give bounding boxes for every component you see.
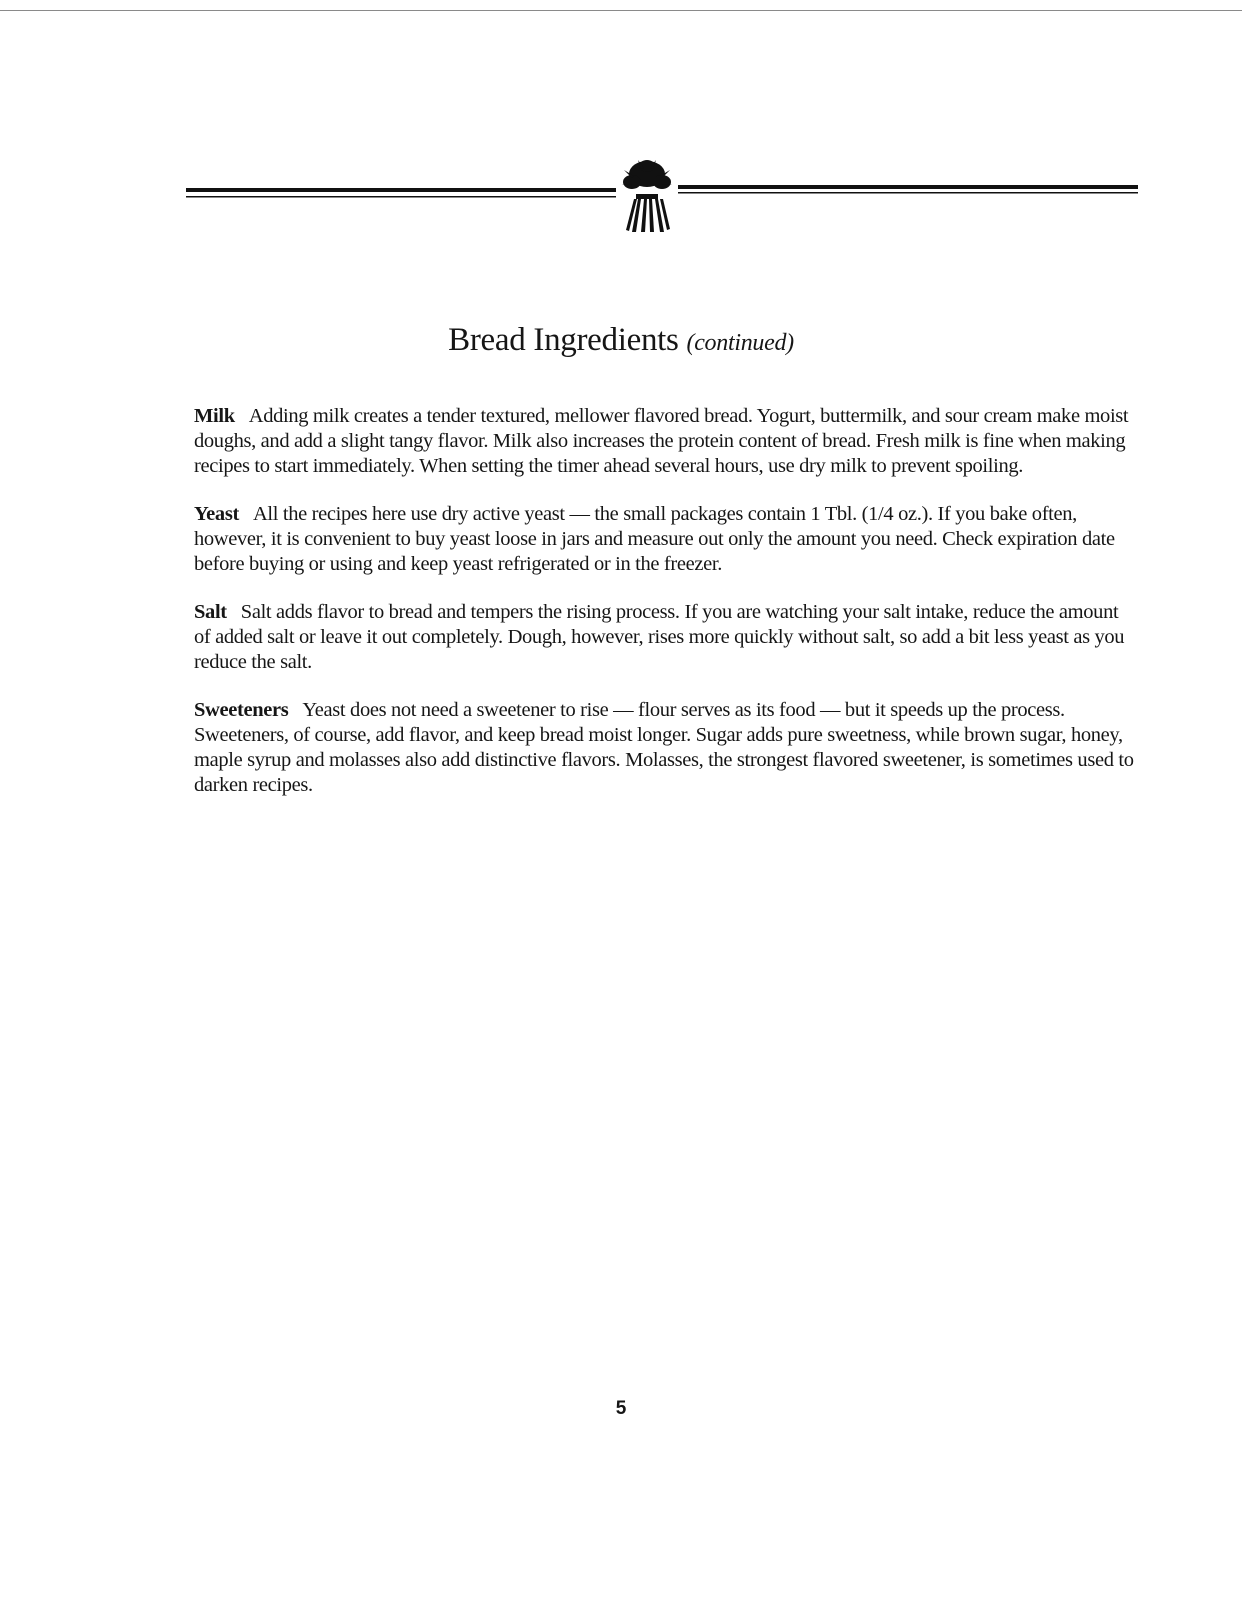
- ingredient-term: Salt: [194, 601, 227, 623]
- ingredient-list: [194, 404, 1139, 821]
- title-main: Bread Ingredients: [448, 322, 679, 358]
- ingredient-description: Adding milk creates a tender textured, mellower flavored bread. Yogurt, buttermilk, and sour cream make moist doughs, and add a slight tangy flavor. Milk also increases the protein content of bread. Fresh milk is fine when making recipes to start immediately. When setting the timer ahead several hours, use dry milk to prevent spoiling.: [194, 405, 1129, 477]
- ingredient-term: Milk: [194, 405, 235, 427]
- ingredient-term: Sweeteners: [194, 699, 289, 721]
- header-rule: [186, 160, 1138, 240]
- ingredient-term: Yeast: [194, 503, 239, 525]
- ingredient-entry-yeast: [194, 502, 1139, 577]
- page-title: [0, 322, 1242, 358]
- ingredient-description: Salt adds flavor to bread and tempers the rising process. If you are watching your salt intake, reduce the amount of added salt or leave it out completely. Dough, however, rises more quickly without salt, so add a bit less yeast as you reduce the salt.: [194, 601, 1125, 673]
- ingredient-entry-salt: [194, 600, 1139, 675]
- ingredient-entry-milk: [194, 404, 1139, 479]
- title-continued-note: (continued): [686, 330, 794, 356]
- ingredient-description: Yeast does not need a sweetener to rise — flour serves as its food — but it speeds up the process. Sweeteners, of course, add flavor, and keep bread moist longer. Sugar adds pure sweetness, while brown sugar, honey, maple syrup and molasses also add distinctive flavors. Molasses, the strongest flavored sweetener, is sometimes used to darken recipes.: [194, 699, 1134, 796]
- page-number: 5: [615, 1398, 627, 1419]
- ingredient-description: All the recipes here use dry active yeast — the small packages contain 1 Tbl. (1/4 oz.). If you bake often, however, it is convenient to buy yeast loose in jars and measure out only the amount you need. Check expiration date before buying or using and keep yeast refrigerated or in the freezer.: [194, 503, 1115, 575]
- header-ornament: [186, 160, 1138, 240]
- wheat-sheaf-icon: [622, 160, 672, 232]
- ingredient-entry-sweeteners: [194, 698, 1139, 798]
- page-top-edge: [0, 10, 1242, 11]
